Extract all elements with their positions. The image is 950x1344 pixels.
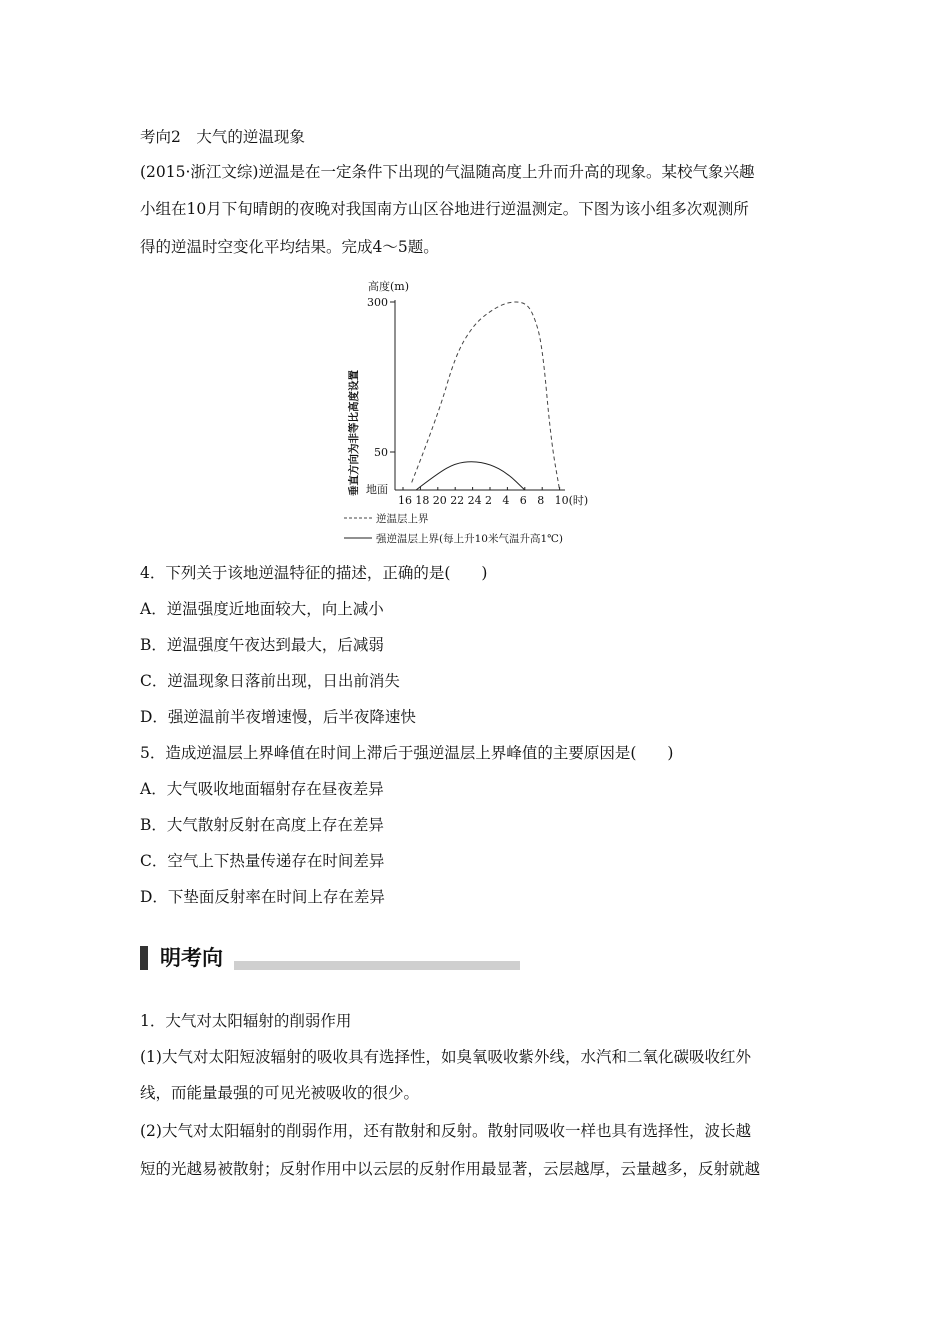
question-4-option-c: C．逆温现象日落前出现，日出前消失	[140, 672, 400, 690]
question-5-option-b: B．大气散射反射在高度上存在差异	[140, 816, 384, 834]
y-axis-title: 高度(m)	[368, 280, 410, 293]
section-title: 明考向	[160, 946, 223, 970]
body-line-2: (1)大气对太阳短波辐射的吸收具有选择性，如臭氧吸收紫外线，水汽和二氧化碳吸收红外	[140, 1048, 751, 1066]
question-4-stem: 4．下列关于该地逆温特征的描述，正确的是( )	[140, 564, 488, 582]
x-tick-label: 24	[467, 494, 482, 507]
question-5-option-a: A．大气吸收地面辐射存在昼夜差异	[140, 780, 384, 798]
intro-line-1: (2015·浙江文综)逆温是在一定条件下出现的气温随高度上升而升高的现象。某校气象兴趣	[140, 163, 755, 181]
subsection-heading: 考向2 大气的逆温现象	[140, 128, 305, 146]
intro-line-3: 得的逆温时空变化平均结果。完成4～5题。	[140, 238, 439, 256]
legend-dashed-label: 逆温层上界	[376, 513, 429, 525]
question-4-option-d: D．强逆温前半夜增速慢，后半夜降速快	[140, 708, 416, 726]
body-line-5: 短的光越易被散射；反射作用中以云层的反射作用最显著，云层越厚，云量越多，反射就越	[140, 1160, 761, 1178]
x-tick-label: 20	[432, 494, 447, 507]
inversion-chart	[340, 278, 620, 548]
x-tick-label: 6	[519, 494, 527, 507]
section-rule	[234, 961, 520, 970]
body-line-3: 线，而能量最强的可见光被吸收的很少。	[140, 1084, 420, 1102]
x-tick-label: 10(时)	[554, 494, 589, 507]
question-5-stem: 5．造成逆温层上界峰值在时间上滞后于强逆温层上界峰值的主要原因是( )	[140, 744, 674, 762]
x-tick-label: 18	[415, 494, 430, 507]
x-tick-label: 22	[450, 494, 465, 507]
intro-line-2: 小组在10月下旬晴朗的夜晚对我国南方山区谷地进行逆温测定。下图为该小组多次观测所	[140, 200, 749, 218]
question-4-option-b: B．逆温强度午夜达到最大，后减弱	[140, 636, 384, 654]
x-tick-label: 2	[485, 494, 492, 507]
x-tick-label: 16	[398, 494, 412, 507]
question-5-option-d: D．下垫面反射率在时间上存在差异	[140, 888, 385, 906]
inversion-layer-top-line	[412, 302, 560, 490]
section-marker	[140, 946, 148, 970]
y-axis-side-label: 垂直方向为非等比高度设置	[348, 370, 360, 496]
question-4-option-a: A．逆温强度近地面较大，向上减小	[140, 600, 384, 618]
strong-inversion-layer-top-line	[416, 462, 525, 490]
x-tick-label: 4	[502, 494, 510, 507]
ground-label: 地面	[366, 483, 388, 496]
y-tick-label-300: 300	[367, 296, 388, 309]
question-5-option-c: C．空气上下热量传递存在时间差异	[140, 852, 385, 870]
y-tick-label-50: 50	[374, 446, 388, 459]
x-tick-label: 8	[537, 494, 545, 507]
body-line-1: 1．大气对太阳辐射的削弱作用	[140, 1012, 352, 1030]
body-line-4: (2)大气对太阳辐射的削弱作用，还有散射和反射。散射同吸收一样也具有选择性，波长越	[140, 1122, 751, 1140]
legend-solid-label: 强逆温层上界(每上升10米气温升高1℃)	[376, 533, 563, 545]
